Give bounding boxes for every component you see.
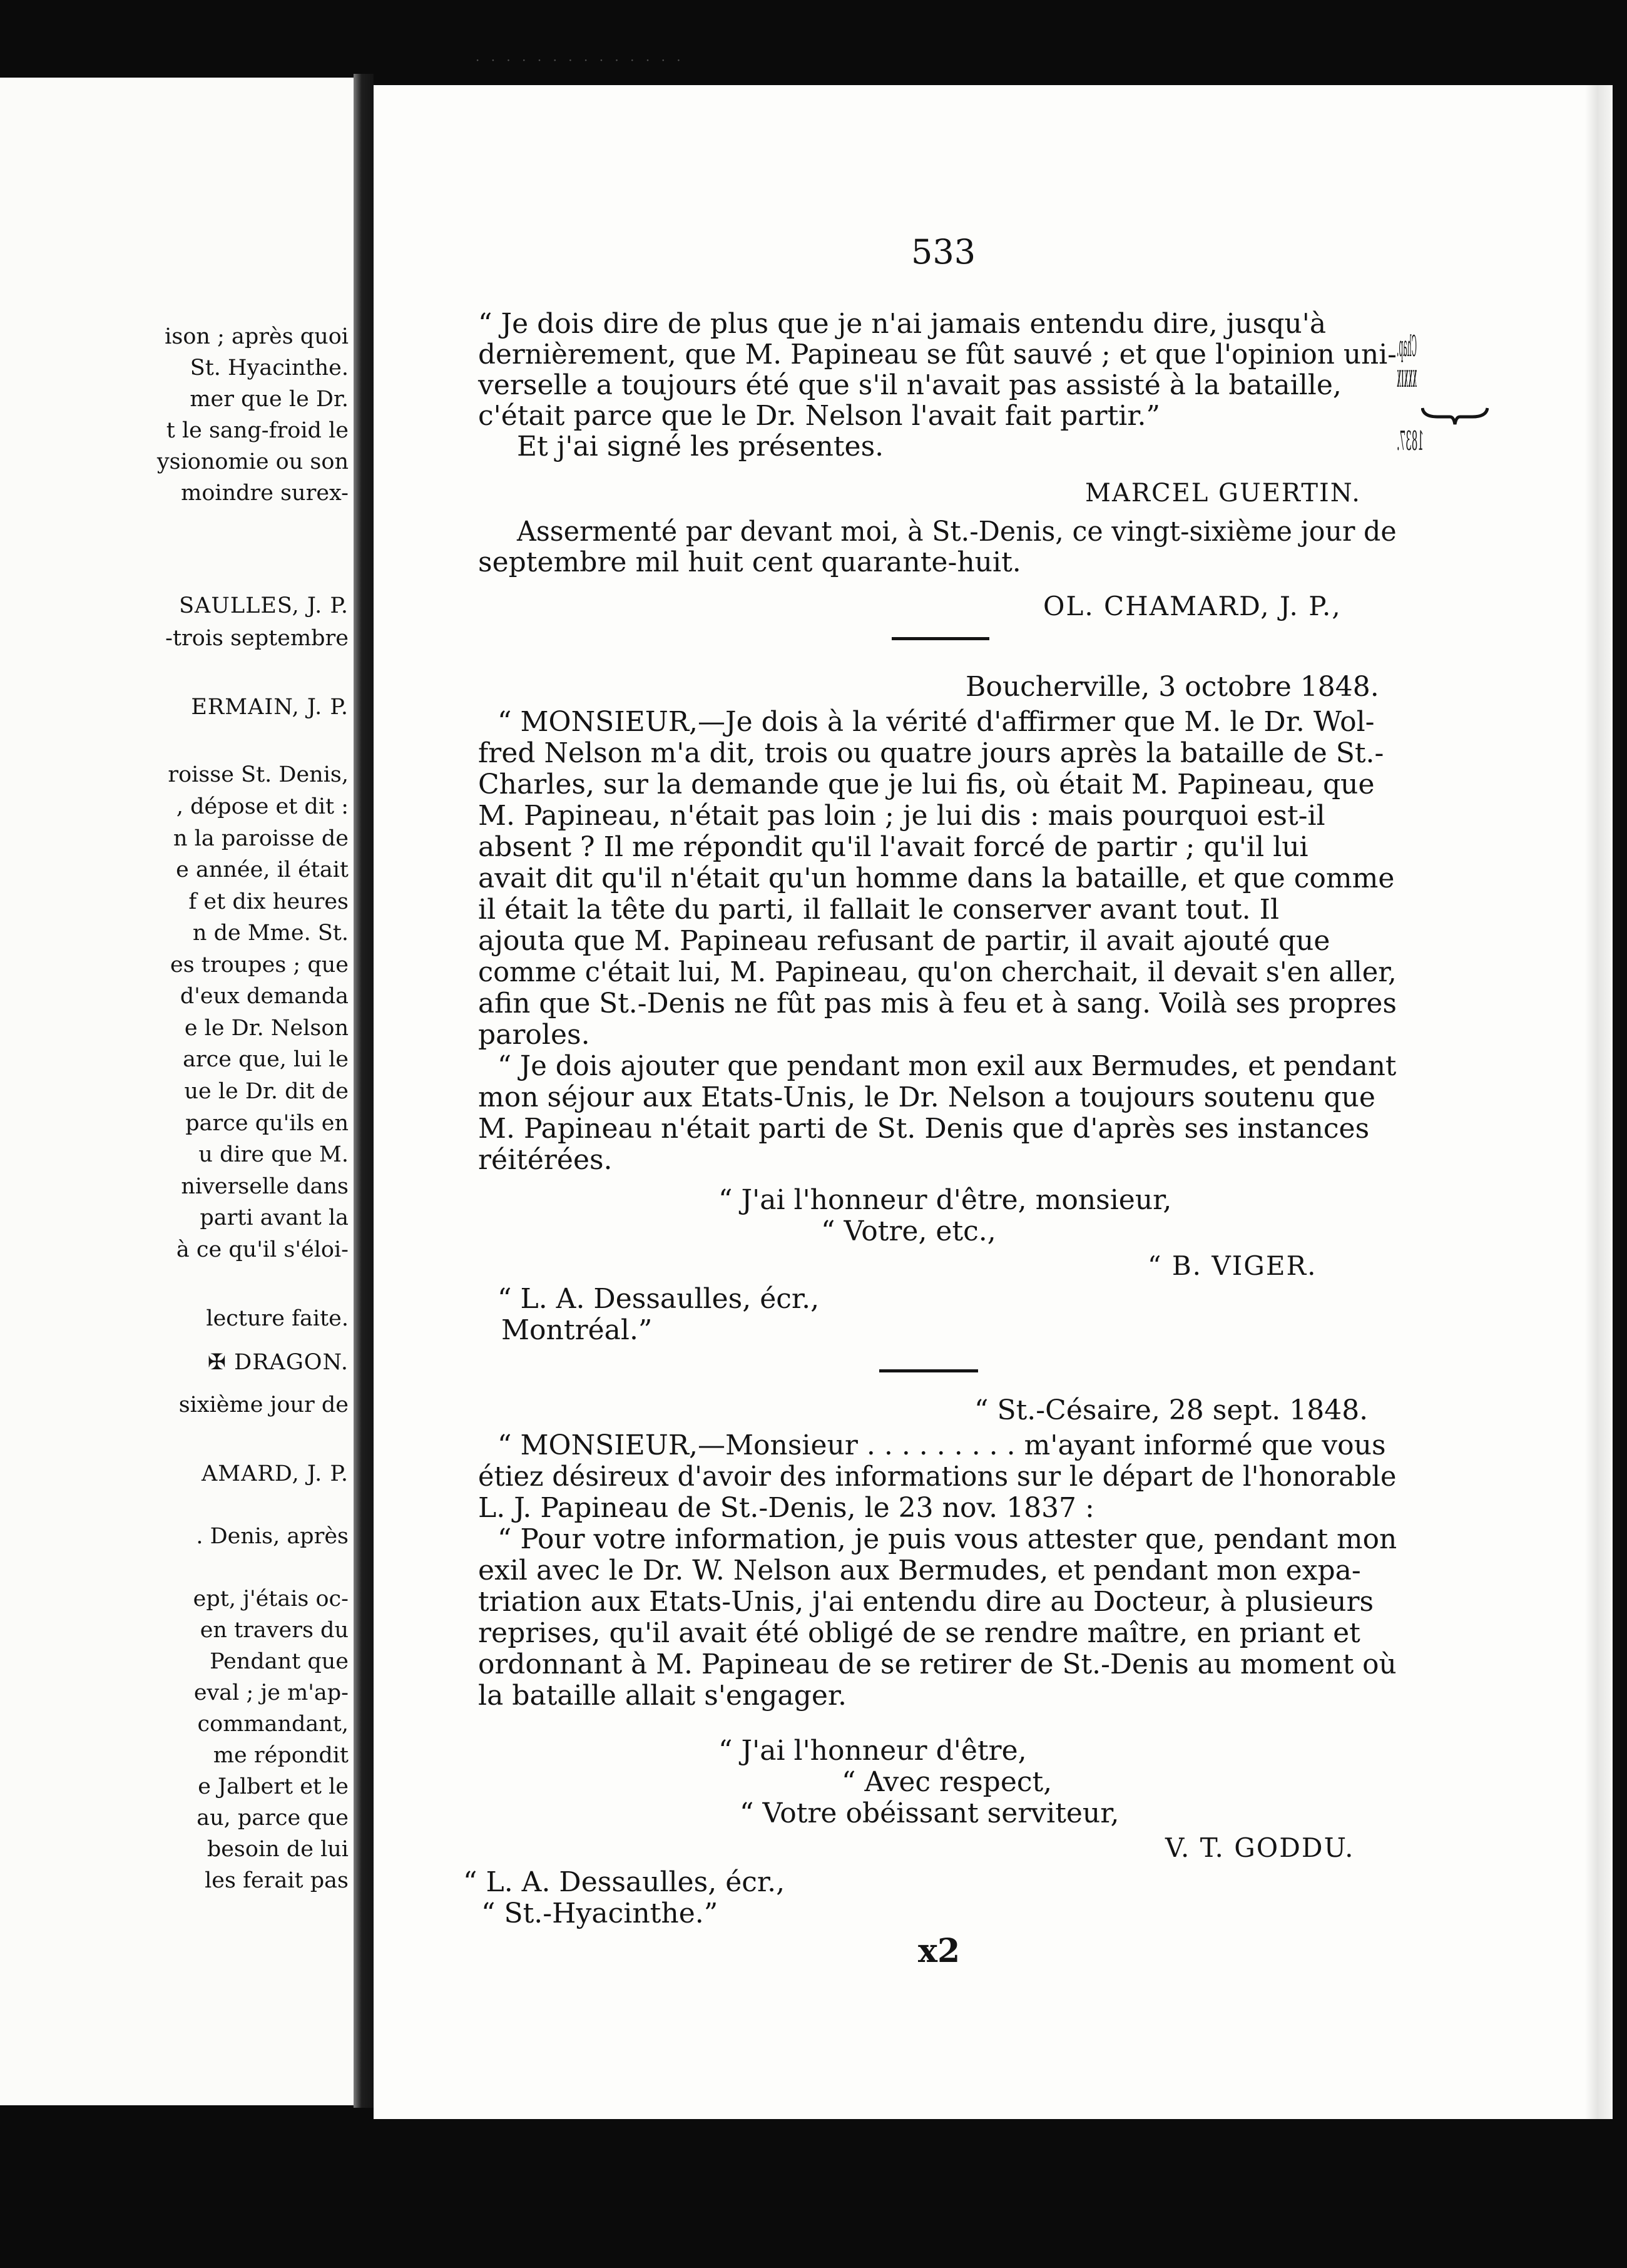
left-page-line-28: sixième jour de (178, 1392, 349, 1418)
left-page-line-10: roisse St. Denis, (168, 762, 349, 787)
section2-closing-line-1: “ J'ai l'honneur d'être, monsieur, (718, 1184, 1172, 1216)
section-divider-2 (879, 1369, 978, 1372)
section3-line-2: étiez désireux d'avoir des informations sur le départ de l'honorable (478, 1461, 1397, 1493)
left-page-line-39: besoin de lui (207, 1837, 349, 1862)
left-page-line-15: n de Mme. St. (192, 921, 349, 946)
section2-line-4: M. Papineau, n'était pas loin ; je lui dis : mais pourquoi est-il (478, 800, 1325, 832)
section3-line-1: “ MONSIEUR,—Monsieur . . . . . . . . . m'ayant informé que vous (497, 1429, 1386, 1461)
left-page-line-25: à ce qu'il s'éloi- (176, 1237, 349, 1262)
left-page-line-5: ysionomie ou son (156, 449, 349, 474)
signature-ol-chamard: OL. CHAMARD, J. P., (1043, 591, 1342, 621)
section2-line-14: M. Papineau n'était parti de St. Denis que d'après ses instances (478, 1113, 1370, 1145)
signature-mark: x2 (918, 1932, 961, 1970)
section2-line-10: afin que St.-Denis ne fût pas mis à feu et à sang. Voilà ses propres (478, 988, 1397, 1019)
left-page-line-23: niverselle dans (181, 1174, 349, 1199)
book-spine (354, 74, 374, 2108)
section1-line-2: dernièrement, que M. Papineau se fût sauvé ; et que l'opinion uni- (478, 339, 1397, 370)
left-page-line-8: -trois septembre (165, 626, 349, 651)
section2-line-15: réitérées. (478, 1144, 613, 1176)
margin-chapter-label: Chap. (1396, 329, 1417, 363)
section3-line-4: “ Pour votre information, je puis vous attester que, pendant mon (497, 1523, 1397, 1555)
left-page-line-3: mer que le Dr. (190, 387, 349, 412)
left-page-line-24: parti avant la (200, 1205, 349, 1230)
section1-oath-line-2: septembre mil huit cent quarante-huit. (478, 546, 1021, 578)
section1-line-3: verselle a toujours été que s'il n'avait pas assisté à la bataille, (478, 369, 1342, 401)
section3-line-7: reprises, qu'il avait été obligé de se rendre maître, en priant et (478, 1617, 1360, 1649)
section2-line-7: il était la tête du parti, il fallait le conserver avant tout. Il (478, 894, 1280, 926)
left-page-line-1: ison ; après quoi (165, 324, 349, 349)
section2-line-12: “ Je dois ajouter que pendant mon exil aux Bermudes, et pendant (497, 1050, 1397, 1082)
section-divider-1 (892, 637, 989, 640)
left-page-line-4: t le sang-froid le (166, 418, 349, 443)
section2-line-5: absent ? Il me répondit qu'il l'avait forcé de partir ; qu'il lui (478, 831, 1308, 863)
left-page-line-38: au, parce que (196, 1806, 349, 1831)
left-page-line-14: f et dix heures (188, 889, 349, 914)
left-page-line-11: , dépose et dit : (176, 794, 349, 819)
section1-line-5: Et j'ai signé les présentes. (517, 431, 884, 462)
place-date-boucherville: Boucherville, 3 octobre 1848. (966, 671, 1379, 703)
place-date-st-cesaire: “ St.-Césaire, 28 sept. 1848. (974, 1394, 1369, 1426)
section2-line-11: paroles. (478, 1019, 590, 1051)
left-page-line-36: me répondit (213, 1743, 349, 1768)
section3-closing-line-1: “ J'ai l'honneur d'être, (718, 1735, 1027, 1767)
left-page-line-20: ue le Dr. dit de (184, 1079, 349, 1104)
margin-brace (1421, 406, 1489, 427)
section3-line-9: la bataille allait s'engager. (478, 1680, 847, 1712)
left-page-line-17: d'eux demanda (180, 984, 349, 1009)
section2-line-13: mon séjour aux Etats-Unis, le Dr. Nelson a toujours soutenu que (478, 1081, 1375, 1113)
left-page-line-30: . Denis, après (196, 1524, 349, 1549)
left-page-line-19: arce que, lui le (183, 1047, 349, 1072)
margin-chapter-roman: XXXIX (1396, 366, 1417, 392)
left-page-line-6: moindre surex- (181, 481, 349, 506)
left-page-line-22: u dire que M. (198, 1142, 349, 1167)
section1-oath-line-1: Assermenté par devant moi, à St.-Denis, ce vingt-sixième jour de (517, 516, 1397, 548)
section3-line-6: triation aux Etats-Unis, j'ai entendu dire au Docteur, à plusieurs (478, 1586, 1374, 1618)
left-page-line-13: e année, il était (176, 857, 349, 882)
left-page-line-35: commandant, (197, 1712, 349, 1737)
section3-addressee-line-1: “ L. A. Dessaulles, écr., (463, 1866, 785, 1898)
section2-line-9: comme c'était lui, M. Papineau, qu'on cherchait, il devait s'en aller, (478, 956, 1397, 988)
page-number: 533 (911, 232, 976, 272)
margin-year: 1837. (1396, 426, 1424, 456)
left-page-line-16: es troupes ; que (170, 953, 349, 978)
section2-line-6: avait dit qu'il n'était qu'un homme dans la bataille, et que comme (478, 862, 1395, 894)
left-page-line-34: eval ; je m'ap- (193, 1680, 349, 1705)
left-page-line-40: les ferait pas (205, 1868, 349, 1893)
signature-b-viger: “ B. VIGER. (1148, 1250, 1317, 1281)
section2-addressee-line-1: “ L. A. Dessaulles, écr., (497, 1283, 820, 1315)
section2-line-2: fred Nelson m'a dit, trois ou quatre jours après la bataille de St.- (478, 737, 1384, 769)
left-page (0, 78, 354, 2105)
page-edge (1585, 85, 1613, 2119)
left-page-line-31: ept, j'étais oc- (193, 1586, 349, 1612)
section3-line-3: L. J. Papineau de St.-Denis, le 23 nov. 1837 : (478, 1492, 1094, 1524)
left-page-line-26: lecture faite. (206, 1306, 349, 1331)
left-page-line-21: parce qu'ils en (185, 1111, 349, 1136)
section3-closing-line-2: “ Avec respect, (842, 1766, 1053, 1798)
page-header-text: · · · · · · · · · · · · · · (476, 53, 685, 66)
left-page-line-9: ERMAIN, J. P. (191, 695, 349, 720)
section2-closing-line-2: “ Votre, etc., (821, 1215, 996, 1247)
left-page-line-27: ✠ DRAGON. (207, 1350, 349, 1375)
section2-addressee-line-2: Montréal.” (501, 1314, 653, 1346)
signature-v-t-goddu: V. T. GODDU. (1165, 1832, 1355, 1863)
signature-marcel-guertin: MARCEL GUERTIN. (1085, 479, 1361, 508)
section3-line-5: exil avec le Dr. W. Nelson aux Bermudes, et pendant mon expa- (478, 1555, 1361, 1586)
section3-closing-line-3: “ Votre obéissant serviteur, (740, 1797, 1120, 1829)
left-page-line-33: Pendant que (210, 1649, 349, 1674)
left-page-line-37: e Jalbert et le (198, 1774, 349, 1799)
section1-line-1: “ Je dois dire de plus que je n'ai jamais entendu dire, jusqu'à (478, 308, 1327, 340)
left-page-line-2: St. Hyacinthe. (190, 355, 349, 381)
section2-line-8: ajouta que M. Papineau refusant de partir, il avait ajouté que (478, 925, 1330, 957)
left-page-line-7: SAULLES, J. P. (179, 593, 349, 618)
left-page-line-12: n la paroisse de (173, 826, 349, 851)
left-page-line-29: AMARD, J. P. (201, 1461, 349, 1486)
section3-addressee-line-2: “ St.-Hyacinthe.” (481, 1898, 718, 1929)
section1-line-4: c'était parce que le Dr. Nelson l'avait fait partir.” (478, 400, 1160, 432)
left-page-line-18: e le Dr. Nelson (184, 1016, 349, 1041)
section3-line-8: ordonnant à M. Papineau de se retirer de St.-Denis au moment où (478, 1648, 1397, 1680)
section2-line-1: “ MONSIEUR,—Je dois à la vérité d'affirmer que M. le Dr. Wol- (497, 706, 1375, 738)
left-page-line-32: en travers du (200, 1618, 349, 1643)
section2-line-3: Charles, sur la demande que je lui fis, où était M. Papineau, que (478, 769, 1375, 800)
